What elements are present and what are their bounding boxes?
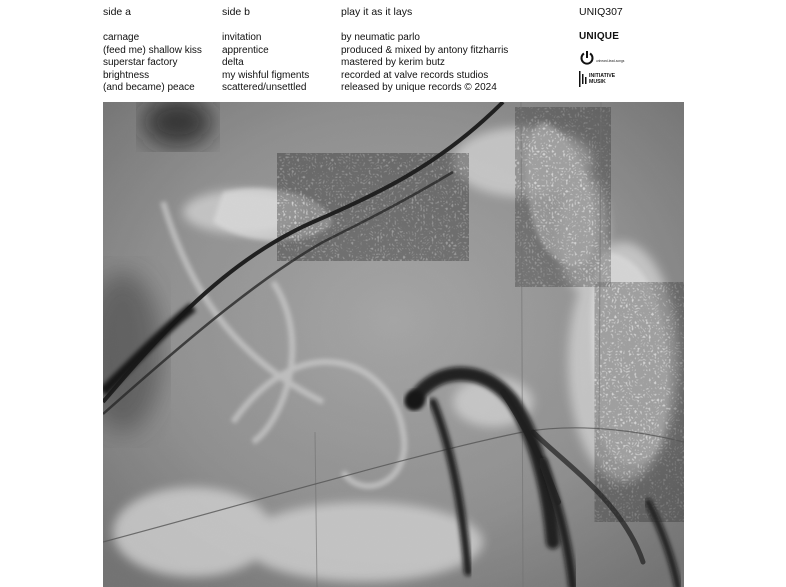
power-icon bbox=[579, 50, 595, 66]
credit-line: produced & mixed by antony fitzharris bbox=[341, 44, 509, 56]
credit-line: mastered by kerim butz bbox=[341, 57, 445, 69]
initiative-musik-icon bbox=[579, 71, 588, 87]
credit-line: released by unique records © 2024 bbox=[341, 82, 497, 94]
track-item: brightness bbox=[103, 69, 150, 81]
track-item: apprentice bbox=[222, 44, 269, 56]
catalog-number: UNIQ307 bbox=[579, 6, 623, 18]
credit-line: by neumatic parlo bbox=[341, 32, 420, 44]
track-item: scattered/unsettled bbox=[222, 82, 307, 94]
track-item: delta bbox=[222, 57, 244, 69]
track-item: my wishful figments bbox=[222, 69, 310, 81]
side-a-column bbox=[103, 6, 202, 94]
track-item: carnage bbox=[103, 32, 140, 44]
side-b-column bbox=[222, 6, 309, 94]
power-logo-tagline: unheard-lead-songs bbox=[596, 59, 625, 63]
catalog-column bbox=[579, 6, 623, 32]
side-a-heading: side a bbox=[103, 6, 132, 18]
cover-artwork bbox=[103, 102, 684, 587]
initiative-musik-text: INITIATIVE MUSIK bbox=[589, 73, 616, 85]
track-item: (feed me) shallow kiss bbox=[103, 44, 202, 56]
track-item: superstar factory bbox=[103, 57, 178, 69]
power-logo bbox=[579, 50, 639, 68]
track-item: (and became) peace bbox=[103, 82, 195, 94]
credits-column bbox=[341, 6, 508, 94]
album-title: play it as it lays bbox=[341, 6, 413, 18]
unique-records-logo: UNIQUE bbox=[579, 31, 620, 42]
abstract-artwork-image bbox=[103, 102, 684, 587]
track-item: invitation bbox=[222, 32, 262, 44]
side-b-heading: side b bbox=[222, 6, 251, 18]
credit-line: recorded at valve records studios bbox=[341, 69, 489, 81]
initiative-musik-logo bbox=[579, 71, 639, 93]
album-back-cover bbox=[103, 0, 684, 587]
